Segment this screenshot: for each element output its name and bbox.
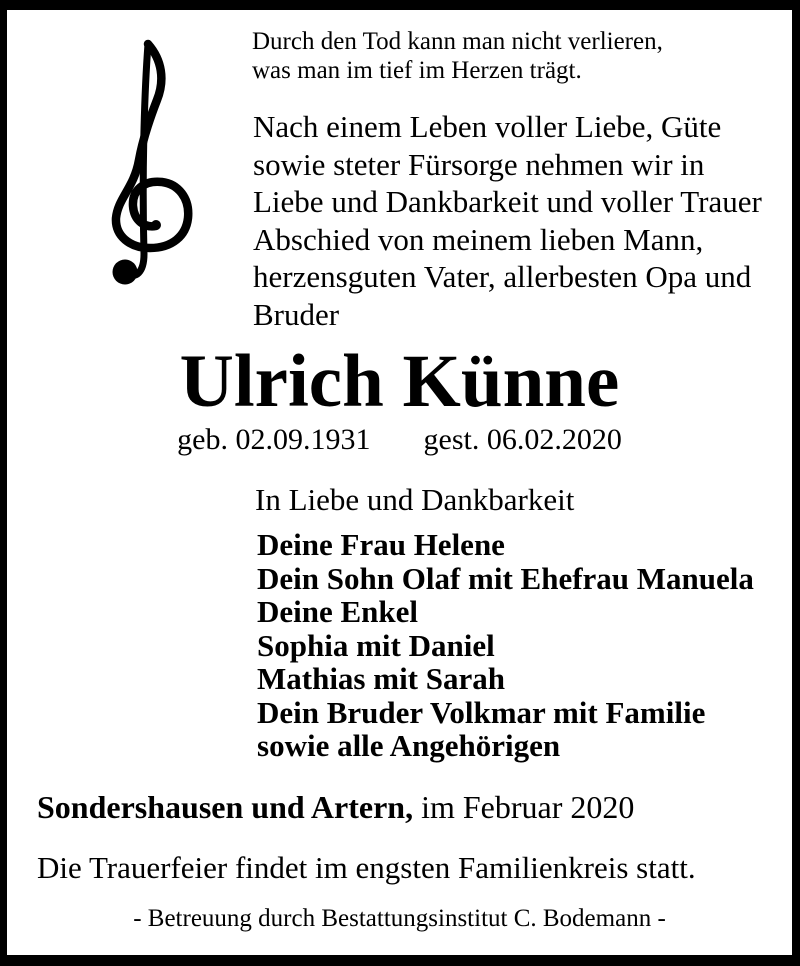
mourner-line: Sophia mit Daniel xyxy=(257,627,495,663)
opening-quote xyxy=(252,27,663,85)
intro-paragraph xyxy=(253,108,762,333)
mourner-line: Mathias mit Sarah xyxy=(257,661,505,696)
dedication-line: In Liebe und Dankbarkeit xyxy=(255,482,575,517)
treble-clef-icon xyxy=(98,38,195,287)
month-year: im Februar 2020 xyxy=(421,789,635,825)
mourner-line: sowie alle Angehörigen xyxy=(257,728,561,763)
mourner-line: Dein Bruder Volkmar mit Familie xyxy=(257,694,706,730)
mourner-line: Deine Enkel xyxy=(257,594,419,629)
birth-date: geb. 02.09.1931 xyxy=(177,423,371,456)
place-and-date xyxy=(37,788,634,826)
intro-line: herzensguten Vater, allerbesten Opa und xyxy=(253,259,752,294)
intro-line: Nach einem Leben voller Liebe, Güte xyxy=(253,109,722,144)
funeral-home-line: - Betreuung durch Bestattungsinstitut C. Bodemann - xyxy=(133,905,666,932)
intro-line: Bruder xyxy=(253,296,340,332)
intro-line: sowie steter Fürsorge nehmen wir in xyxy=(253,146,705,182)
life-dates xyxy=(7,422,792,458)
death-date: gest. 06.02.2020 xyxy=(423,423,622,456)
quote-line: Durch den Tod kann man nicht verlieren, xyxy=(252,28,663,55)
quote-line: was man im tief im Herzen trägt. xyxy=(252,57,582,84)
deceased-name: Ulrich Künne xyxy=(179,340,620,423)
mourner-line: Dein Sohn Olaf mit Ehefrau Manuela xyxy=(257,560,754,596)
intro-line: Abschied von meinem lieben Mann, xyxy=(253,221,704,257)
intro-line: Liebe und Dankbarkeit und voller Trauer xyxy=(253,184,762,219)
mourner-line: Deine Frau Helene xyxy=(257,527,505,562)
ceremony-note: Die Trauerfeier findet im engsten Familienkreis statt. xyxy=(37,850,696,885)
mourners-list xyxy=(257,528,754,763)
place-names: Sondershausen und Artern, xyxy=(37,789,414,825)
